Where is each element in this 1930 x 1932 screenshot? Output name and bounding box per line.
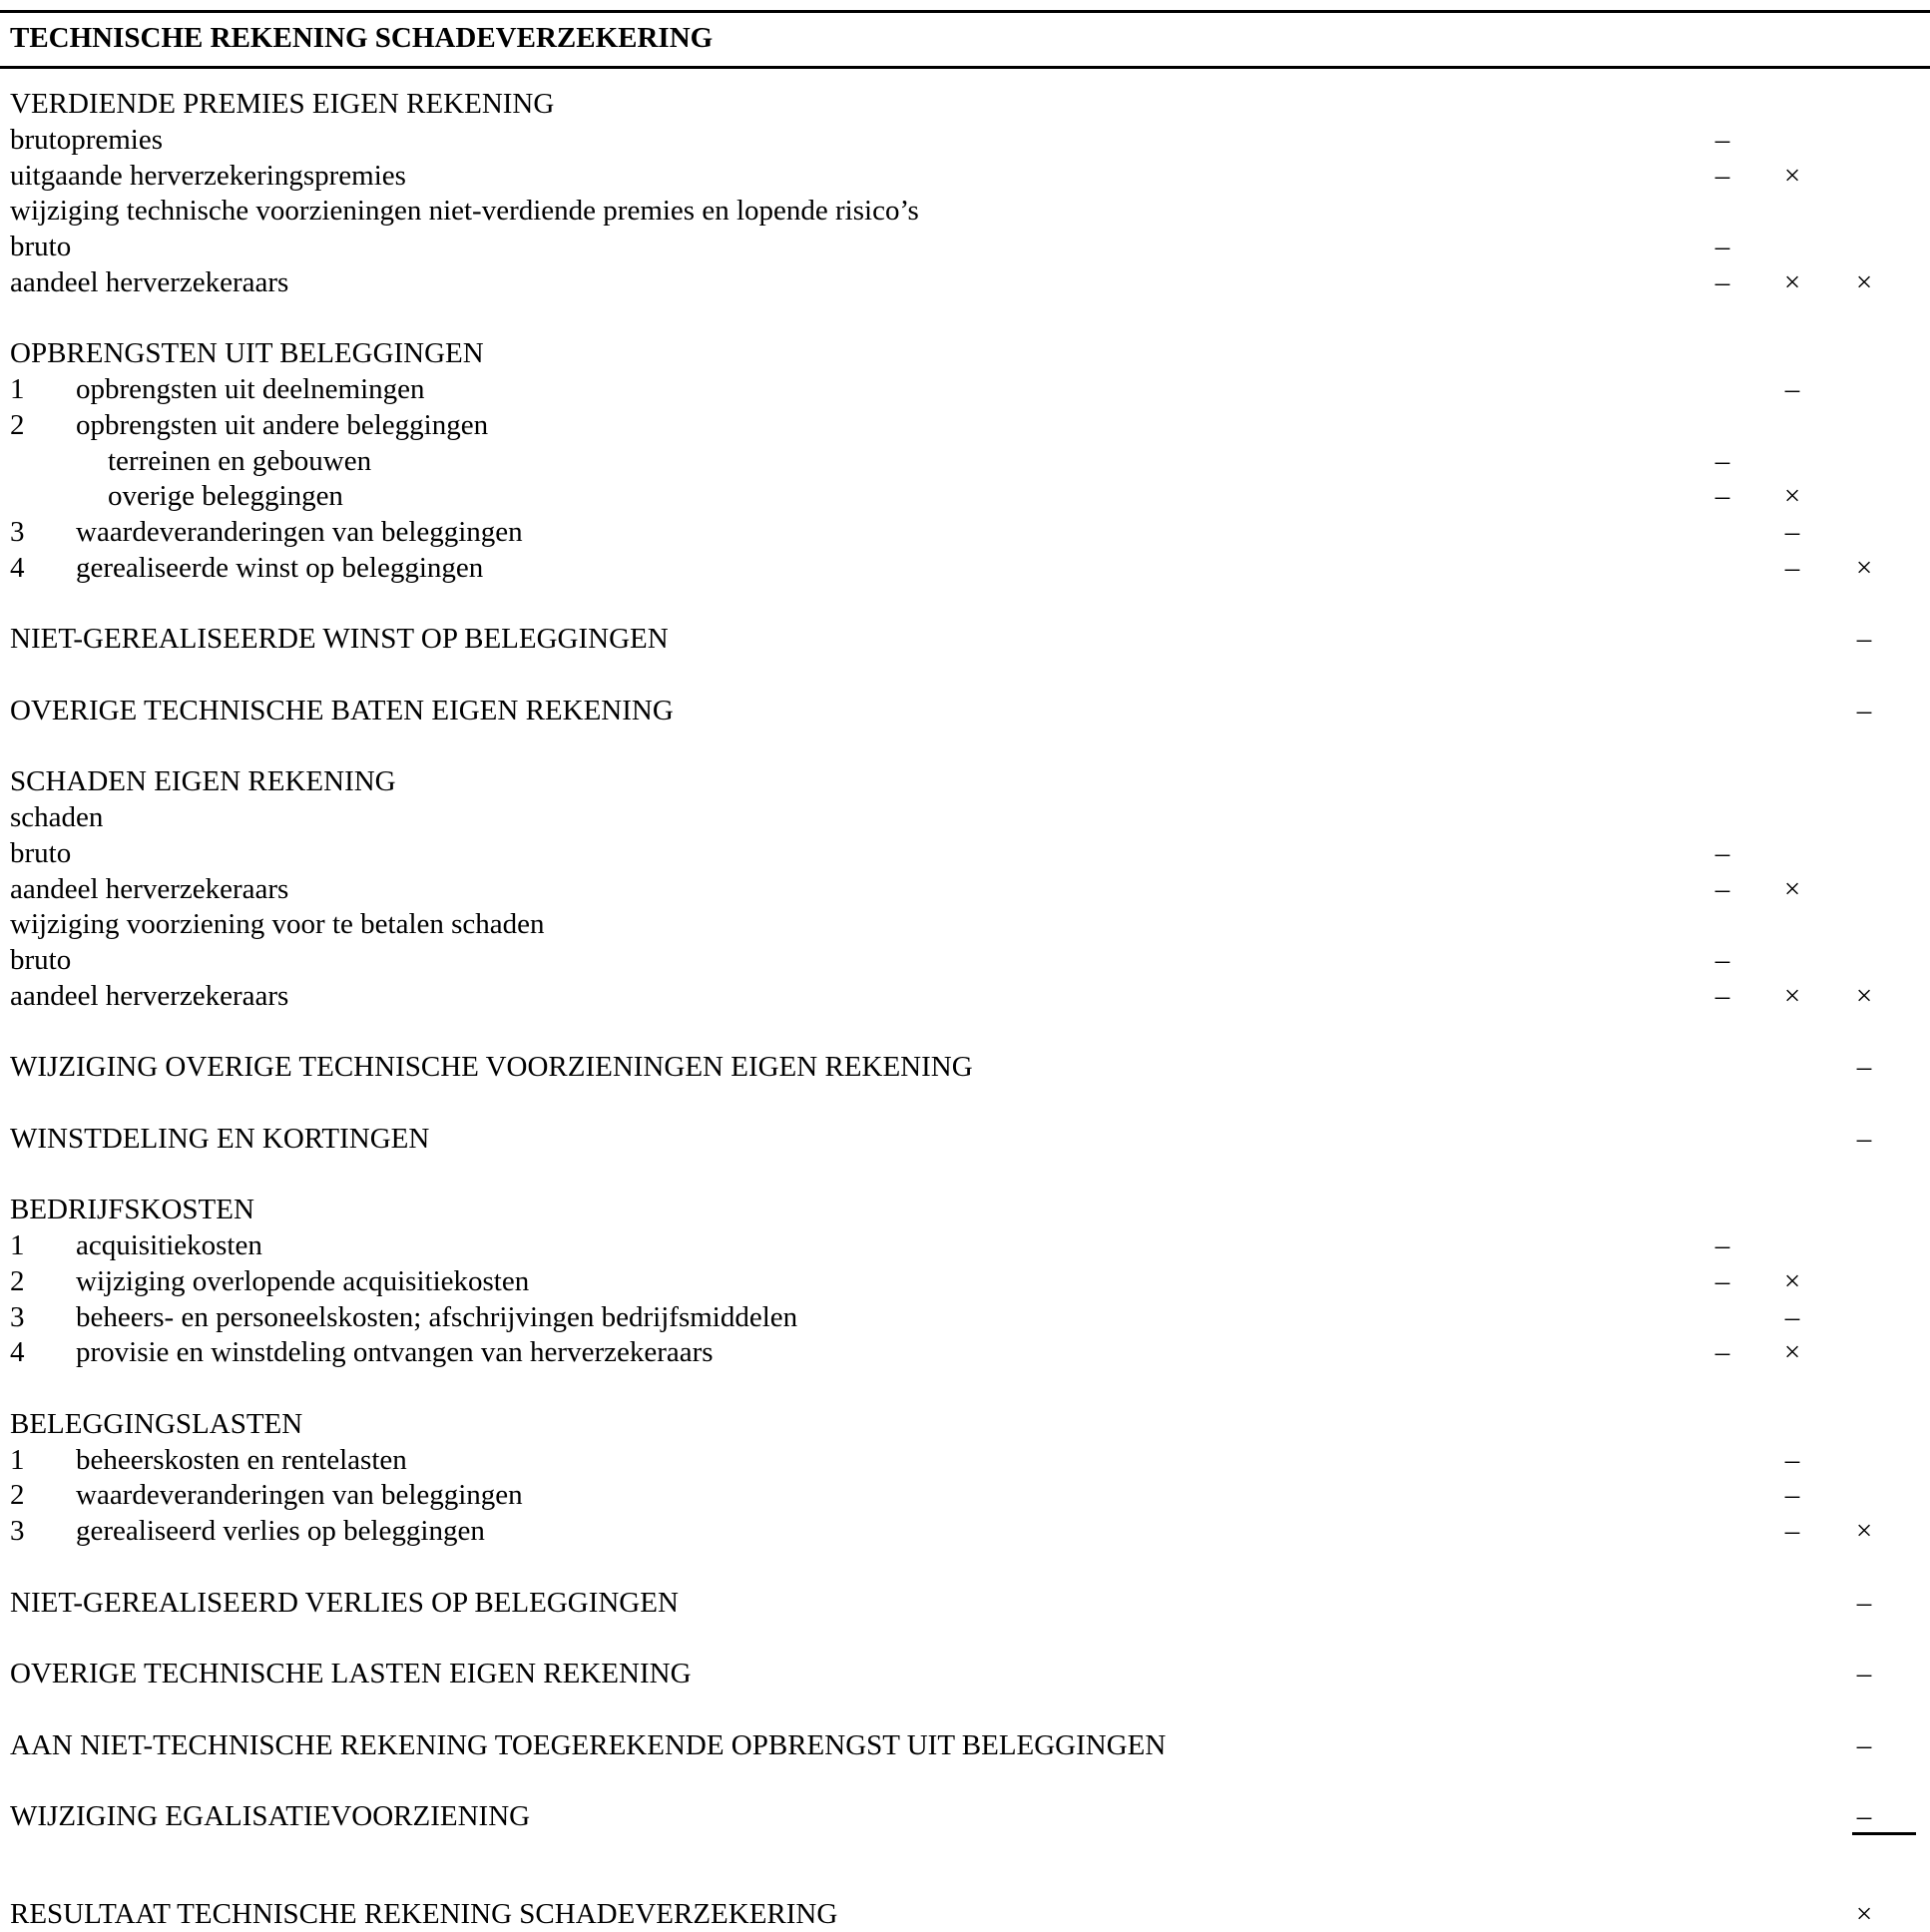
spacer-row [0,1085,1930,1121]
column-2-mark: × [1783,480,1801,513]
line-label: BELEGGINGSLASTEN [10,1407,303,1440]
line-item [0,264,1930,300]
column-3-mark: – [1856,1658,1872,1690]
column-1-mark: – [1714,1336,1730,1369]
column-3-mark: × [1855,979,1873,1012]
line-label: aandeel herverzekeraars [10,979,289,1012]
line-item [0,1406,1930,1442]
line-item [0,906,1930,942]
spacer-row [0,1691,1930,1727]
sum-rule [1852,1832,1916,1835]
line-label: OVERIGE TECHNISCHE BATEN EIGEN REKENING [10,694,674,726]
column-1-mark: – [1714,1229,1730,1261]
line-item [0,371,1930,407]
line-item [0,1442,1930,1478]
result-label: RESULTAAT TECHNISCHE REKENING SCHADEVERZEKERING [10,1898,838,1930]
line-label: NIET-GEREALISEERD VERLIES OP BELEGGINGEN [10,1586,679,1619]
line-label: wijziging technische voorzieningen niet-verdiende premies en lopende risico’s [10,195,919,228]
line-item [0,443,1930,479]
line-number: 4 [10,551,25,584]
column-1-mark: – [1714,979,1730,1012]
column-2-mark: – [1784,1479,1800,1512]
result-mark: × [1855,1898,1873,1930]
line-label: bruto [10,231,72,262]
line-item [0,1656,1930,1691]
line-item [0,978,1930,1014]
line-label: overige beleggingen [108,480,343,513]
column-1-mark: – [1714,944,1730,976]
column-1-mark: – [1714,159,1730,192]
line-item [0,621,1930,657]
line-label: WIJZIGING OVERIGE TECHNISCHE VOORZIENINGEN EIGEN REKENING [10,1051,973,1084]
document-title: TECHNISCHE REKENING SCHADEVERZEKERING [10,22,714,54]
column-3-mark: – [1856,1728,1872,1761]
spacer-row [0,1370,1930,1406]
column-1-mark: – [1714,123,1730,156]
line-item [0,1299,1930,1335]
line-item [0,1513,1930,1549]
column-2-mark: × [1783,265,1801,298]
line-label: wijziging overlopende acquisitiekosten [76,1264,530,1297]
spacer-row [0,1620,1930,1656]
column-3-mark: – [1856,694,1872,726]
line-number: 1 [10,1443,25,1476]
line-label: gerealiseerde winst op beleggingen [76,551,484,584]
line-item [0,1727,1930,1763]
line-item [0,693,1930,728]
header-rule [0,66,1930,69]
result-row [0,1896,1930,1932]
line-label: VERDIENDE PREMIES EIGEN REKENING [10,88,555,120]
column-3-mark: – [1856,1586,1872,1619]
line-item [0,1049,1930,1085]
column-1-mark: – [1714,444,1730,477]
line-item [0,871,1930,907]
spacer-row [0,300,1930,336]
line-label: NIET-GEREALISEERDE WINST OP BELEGGINGEN [10,623,669,656]
line-number: 1 [10,373,25,405]
line-label: brutopremies [10,123,164,156]
line-item [0,550,1930,586]
line-label: WINSTDELING EN KORTINGEN [10,1122,430,1155]
column-2-mark: × [1783,979,1801,1012]
spacer-row [0,1549,1930,1585]
line-label: bruto [10,944,72,976]
line-label: provisie en winstdeling ontvangen van herverzekeraars [76,1336,714,1369]
line-label: AAN NIET-TECHNISCHE REKENING TOEGEREKENDE OPBRENGST UIT BELEGGINGEN [10,1728,1167,1761]
account-rows [0,86,1930,1834]
column-1-mark: – [1714,480,1730,513]
column-3-mark: – [1856,1122,1872,1155]
line-label: opbrengsten uit deelnemingen [76,373,425,405]
line-label: waardeveranderingen van beleggingen [76,516,523,548]
column-2-mark: × [1783,159,1801,192]
line-number: 1 [10,1229,25,1261]
column-1-mark: – [1714,872,1730,905]
line-number: 4 [10,1336,25,1369]
line-item [0,1227,1930,1263]
column-2-mark: – [1784,373,1800,405]
line-number: 3 [10,516,25,548]
spacer-row [0,1014,1930,1050]
line-item [0,229,1930,264]
line-label: terreinen en gebouwen [108,444,372,477]
column-2-mark: – [1784,1300,1800,1333]
line-item [0,158,1930,194]
line-item [0,1477,1930,1513]
line-label: BEDRIJFSKOSTEN [10,1194,254,1226]
line-number: 3 [10,1300,25,1333]
column-2-mark: – [1784,551,1800,584]
line-item [0,835,1930,871]
line-item [0,86,1930,122]
line-item [0,1263,1930,1299]
column-2-mark: – [1784,516,1800,548]
line-number: 2 [10,1479,25,1512]
line-label: waardeveranderingen van beleggingen [76,1479,523,1512]
column-3-mark: × [1855,1515,1873,1547]
column-2-mark: × [1783,1264,1801,1297]
line-label: uitgaande herverzekeringspremies [10,159,406,192]
line-item [0,122,1930,158]
spacer-row [0,1157,1930,1193]
column-3-mark: × [1855,265,1873,298]
line-item [0,1192,1930,1227]
line-label: acquisitiekosten [76,1229,262,1261]
column-3-mark: × [1855,551,1873,584]
column-2-mark: – [1784,1443,1800,1476]
line-label: SCHADEN EIGEN REKENING [10,765,396,798]
line-label: wijziging voorziening voor te betalen schaden [10,908,545,941]
column-2-mark: × [1783,1336,1801,1369]
line-item [0,514,1930,550]
line-item [0,1585,1930,1621]
column-3-mark: – [1856,1800,1872,1832]
line-label: WIJZIGING EGALISATIEVOORZIENING [10,1800,531,1832]
line-item [0,942,1930,978]
column-1-mark: – [1714,265,1730,298]
line-item [0,193,1930,229]
line-label: beheers- en personeelskosten; afschrijvingen bedrijfsmiddelen [76,1300,798,1333]
line-item [0,763,1930,799]
line-item [0,478,1930,514]
line-label: aandeel herverzekeraars [10,872,289,905]
line-item [0,1121,1930,1157]
spacer-row [0,1762,1930,1798]
column-1-mark: – [1714,1264,1730,1297]
line-label: gerealiseerd verlies op beleggingen [76,1515,485,1547]
line-label: OPBRENGSTEN UIT BELEGGINGEN [10,337,484,370]
line-label: beheerskosten en rentelasten [76,1443,407,1476]
line-label: schaden [10,801,104,833]
line-item [0,1334,1930,1370]
top-rule [0,10,1930,13]
column-1-mark: – [1714,231,1730,262]
spacer-row [0,657,1930,693]
line-item [0,799,1930,835]
line-number: 3 [10,1515,25,1547]
column-2-mark: × [1783,872,1801,905]
line-item [0,407,1930,443]
line-item [0,335,1930,371]
line-number: 2 [10,1264,25,1297]
column-1-mark: – [1714,836,1730,869]
column-3-mark: – [1856,1051,1872,1084]
line-label: OVERIGE TECHNISCHE LASTEN EIGEN REKENING [10,1658,692,1690]
column-2-mark: – [1784,1515,1800,1547]
line-label: aandeel herverzekeraars [10,265,289,298]
spacer-row [0,728,1930,764]
line-label: bruto [10,836,72,869]
line-label: opbrengsten uit andere beleggingen [76,408,489,441]
line-number: 2 [10,408,25,441]
spacer-row [0,586,1930,622]
column-3-mark: – [1856,623,1872,656]
line-item [0,1798,1930,1834]
